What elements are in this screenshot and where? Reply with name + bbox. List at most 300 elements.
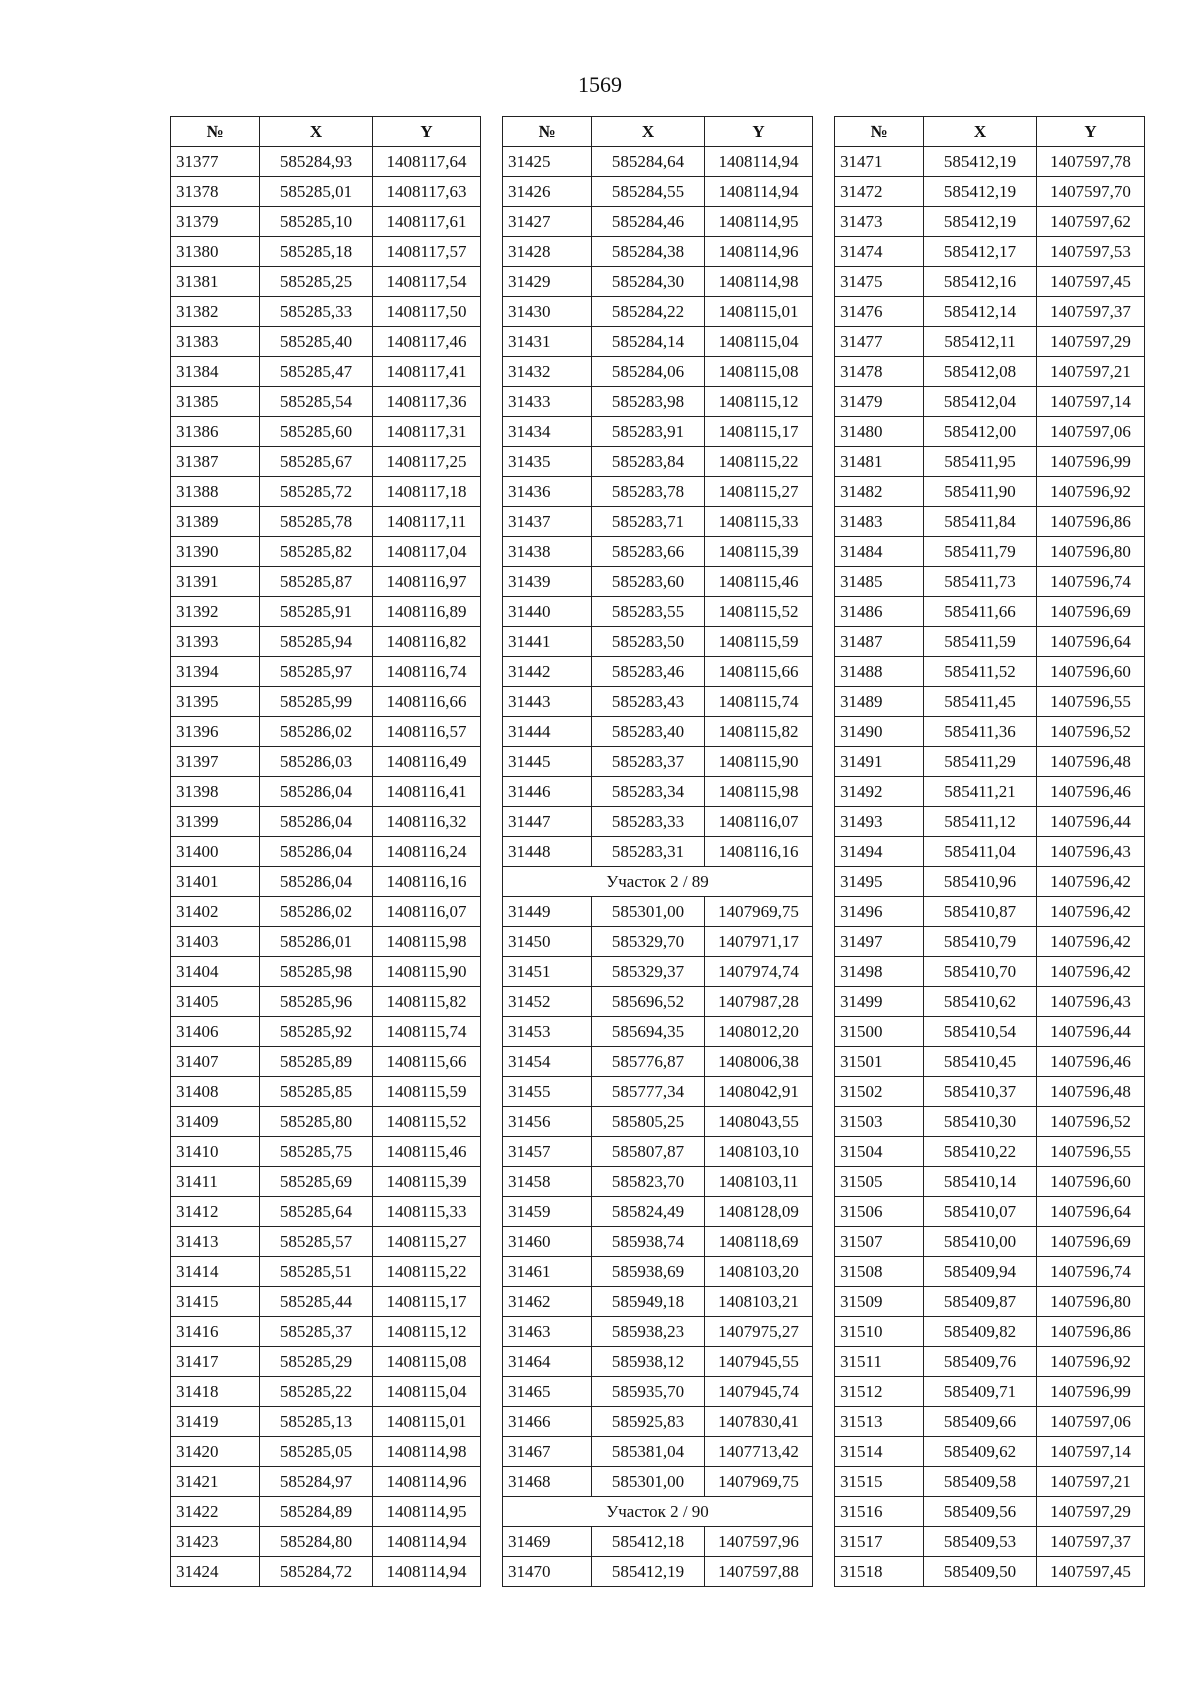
y-coordinate-cell: 1407596,69: [1037, 1227, 1145, 1257]
point-number-cell: 31377: [171, 147, 260, 177]
y-coordinate-cell: 1407597,14: [1037, 1437, 1145, 1467]
y-coordinate-cell: 1408115,66: [373, 1047, 481, 1077]
x-coordinate-cell: 585283,50: [592, 627, 705, 657]
y-coordinate-cell: 1407596,80: [1037, 537, 1145, 567]
x-coordinate-cell: 585285,40: [260, 327, 373, 357]
point-number-cell: 31484: [835, 537, 924, 567]
point-number-cell: 31399: [171, 807, 260, 837]
coordinates-table-3: [834, 116, 1145, 1587]
point-number-cell: 31475: [835, 267, 924, 297]
point-number-cell: 31396: [171, 717, 260, 747]
y-coordinate-cell: 1408118,69: [705, 1227, 813, 1257]
table-row: [835, 1557, 1145, 1587]
y-coordinate-cell: 1408115,17: [373, 1287, 481, 1317]
y-coordinate-cell: 1408115,52: [705, 597, 813, 627]
point-number-cell: 31465: [503, 1377, 592, 1407]
x-coordinate-cell: 585938,12: [592, 1347, 705, 1377]
y-coordinate-cell: 1408115,66: [705, 657, 813, 687]
x-coordinate-cell: 585285,13: [260, 1407, 373, 1437]
x-coordinate-cell: 585925,83: [592, 1407, 705, 1437]
y-coordinate-cell: 1408116,16: [705, 837, 813, 867]
point-number-cell: 31501: [835, 1047, 924, 1077]
y-coordinate-cell: 1408103,11: [705, 1167, 813, 1197]
table-row: [503, 597, 813, 627]
point-number-cell: 31456: [503, 1107, 592, 1137]
y-coordinate-cell: 1408115,17: [705, 417, 813, 447]
point-number-cell: 31392: [171, 597, 260, 627]
y-coordinate-cell: 1408103,21: [705, 1287, 813, 1317]
table-row: [835, 507, 1145, 537]
point-number-cell: 31463: [503, 1317, 592, 1347]
x-coordinate-cell: 585285,69: [260, 1167, 373, 1197]
point-number-cell: 31466: [503, 1407, 592, 1437]
table-row: [503, 1167, 813, 1197]
table-row: [171, 927, 481, 957]
header-row: [503, 117, 813, 147]
point-number-cell: 31436: [503, 477, 592, 507]
x-coordinate-cell: 585283,33: [592, 807, 705, 837]
point-number-cell: 31418: [171, 1377, 260, 1407]
point-number-cell: 31502: [835, 1077, 924, 1107]
y-coordinate-cell: 1407596,42: [1037, 957, 1145, 987]
x-coordinate-cell: 585285,37: [260, 1317, 373, 1347]
y-coordinate-cell: 1408115,59: [705, 627, 813, 657]
y-coordinate-cell: 1408116,41: [373, 777, 481, 807]
point-number-cell: 31453: [503, 1017, 592, 1047]
y-coordinate-cell: 1408115,12: [373, 1317, 481, 1347]
y-coordinate-cell: 1407596,60: [1037, 1167, 1145, 1197]
table-row: [171, 357, 481, 387]
point-number-cell: 31476: [835, 297, 924, 327]
x-coordinate-cell: 585283,78: [592, 477, 705, 507]
x-coordinate-cell: 585805,25: [592, 1107, 705, 1137]
point-number-cell: 31452: [503, 987, 592, 1017]
table-row: [171, 147, 481, 177]
x-coordinate-cell: 585824,49: [592, 1197, 705, 1227]
y-coordinate-cell: 1408115,39: [373, 1167, 481, 1197]
point-number-cell: 31451: [503, 957, 592, 987]
table-row: [171, 1017, 481, 1047]
point-number-cell: 31447: [503, 807, 592, 837]
table-row: [171, 1107, 481, 1137]
table-row: [835, 687, 1145, 717]
point-number-cell: 31499: [835, 987, 924, 1017]
table-row: [835, 777, 1145, 807]
table-row: [503, 657, 813, 687]
table-row: [171, 267, 481, 297]
point-number-cell: 31378: [171, 177, 260, 207]
point-number-cell: 31472: [835, 177, 924, 207]
point-number-cell: 31497: [835, 927, 924, 957]
column-header-number: №: [503, 117, 592, 147]
point-number-cell: 31409: [171, 1107, 260, 1137]
table-row: [503, 237, 813, 267]
x-coordinate-cell: 585285,78: [260, 507, 373, 537]
y-coordinate-cell: 1407945,74: [705, 1377, 813, 1407]
y-coordinate-cell: 1408114,94: [373, 1527, 481, 1557]
point-number-cell: 31485: [835, 567, 924, 597]
table-row: [503, 357, 813, 387]
x-coordinate-cell: 585285,25: [260, 267, 373, 297]
point-number-cell: 31428: [503, 237, 592, 267]
x-coordinate-cell: 585412,19: [592, 1557, 705, 1587]
point-number-cell: 31394: [171, 657, 260, 687]
y-coordinate-cell: 1407713,42: [705, 1437, 813, 1467]
point-number-cell: 31379: [171, 207, 260, 237]
x-coordinate-cell: 585285,98: [260, 957, 373, 987]
point-number-cell: 31427: [503, 207, 592, 237]
x-coordinate-cell: 585411,73: [924, 567, 1037, 597]
y-coordinate-cell: 1408116,89: [373, 597, 481, 627]
x-coordinate-cell: 585410,79: [924, 927, 1037, 957]
point-number-cell: 31416: [171, 1317, 260, 1347]
x-coordinate-cell: 585411,52: [924, 657, 1037, 687]
table-row: [503, 507, 813, 537]
table-row: [171, 1467, 481, 1497]
x-coordinate-cell: 585409,56: [924, 1497, 1037, 1527]
x-coordinate-cell: 585412,19: [924, 147, 1037, 177]
table-row: [171, 477, 481, 507]
x-coordinate-cell: 585409,66: [924, 1407, 1037, 1437]
table-row: [835, 717, 1145, 747]
point-number-cell: 31449: [503, 897, 592, 927]
table-row: [171, 807, 481, 837]
header-row: [835, 117, 1145, 147]
table-row: [835, 1257, 1145, 1287]
y-coordinate-cell: 1408117,64: [373, 147, 481, 177]
table-row: [835, 897, 1145, 927]
y-coordinate-cell: 1408115,98: [705, 777, 813, 807]
point-number-cell: 31446: [503, 777, 592, 807]
x-coordinate-cell: 585285,33: [260, 297, 373, 327]
table-row: [835, 1497, 1145, 1527]
x-coordinate-cell: 585285,64: [260, 1197, 373, 1227]
point-number-cell: 31445: [503, 747, 592, 777]
point-number-cell: 31410: [171, 1137, 260, 1167]
x-coordinate-cell: 585286,04: [260, 837, 373, 867]
table-row: [171, 1437, 481, 1467]
x-coordinate-cell: 585285,22: [260, 1377, 373, 1407]
y-coordinate-cell: 1408115,46: [373, 1137, 481, 1167]
point-number-cell: 31383: [171, 327, 260, 357]
table-row: [171, 1197, 481, 1227]
y-coordinate-cell: 1407969,75: [705, 1467, 813, 1497]
point-number-cell: 31507: [835, 1227, 924, 1257]
x-coordinate-cell: 585284,55: [592, 177, 705, 207]
y-coordinate-cell: 1408116,24: [373, 837, 481, 867]
table-row: [835, 747, 1145, 777]
table-row: [835, 1047, 1145, 1077]
y-coordinate-cell: 1408115,59: [373, 1077, 481, 1107]
point-number-cell: 31421: [171, 1467, 260, 1497]
point-number-cell: 31444: [503, 717, 592, 747]
y-coordinate-cell: 1407596,42: [1037, 927, 1145, 957]
y-coordinate-cell: 1408115,74: [373, 1017, 481, 1047]
y-coordinate-cell: 1408114,98: [705, 267, 813, 297]
table-row: [835, 237, 1145, 267]
y-coordinate-cell: 1408117,11: [373, 507, 481, 537]
point-number-cell: 31432: [503, 357, 592, 387]
y-coordinate-cell: 1407596,44: [1037, 807, 1145, 837]
x-coordinate-cell: 585410,22: [924, 1137, 1037, 1167]
table-row: [503, 567, 813, 597]
table-row: [835, 1077, 1145, 1107]
point-number-cell: 31439: [503, 567, 592, 597]
x-coordinate-cell: 585410,37: [924, 1077, 1037, 1107]
point-number-cell: 31415: [171, 1287, 260, 1317]
table-row: [503, 1047, 813, 1077]
table-row: [171, 627, 481, 657]
y-coordinate-cell: 1407596,92: [1037, 1347, 1145, 1377]
point-number-cell: 31390: [171, 537, 260, 567]
point-number-cell: 31438: [503, 537, 592, 567]
table-row: [835, 387, 1145, 417]
x-coordinate-cell: 585283,84: [592, 447, 705, 477]
point-number-cell: 31381: [171, 267, 260, 297]
table-row: [171, 1167, 481, 1197]
y-coordinate-cell: 1408043,55: [705, 1107, 813, 1137]
table-row: [503, 807, 813, 837]
point-number-cell: 31437: [503, 507, 592, 537]
point-number-cell: 31388: [171, 477, 260, 507]
x-coordinate-cell: 585285,87: [260, 567, 373, 597]
y-coordinate-cell: 1407597,37: [1037, 297, 1145, 327]
point-number-cell: 31480: [835, 417, 924, 447]
point-number-cell: 31385: [171, 387, 260, 417]
y-coordinate-cell: 1407596,55: [1037, 1137, 1145, 1167]
x-coordinate-cell: 585285,67: [260, 447, 373, 477]
point-number-cell: 31425: [503, 147, 592, 177]
point-number-cell: 31462: [503, 1287, 592, 1317]
point-number-cell: 31505: [835, 1167, 924, 1197]
table-row: [503, 537, 813, 567]
y-coordinate-cell: 1407596,48: [1037, 1077, 1145, 1107]
point-number-cell: 31481: [835, 447, 924, 477]
x-coordinate-cell: 585411,21: [924, 777, 1037, 807]
x-coordinate-cell: 585411,95: [924, 447, 1037, 477]
y-coordinate-cell: 1407597,45: [1037, 267, 1145, 297]
table-row: [503, 1407, 813, 1437]
table-row: [171, 1347, 481, 1377]
point-number-cell: 31404: [171, 957, 260, 987]
point-number-cell: 31508: [835, 1257, 924, 1287]
x-coordinate-cell: 585285,91: [260, 597, 373, 627]
y-coordinate-cell: 1408116,32: [373, 807, 481, 837]
x-coordinate-cell: 585283,91: [592, 417, 705, 447]
x-coordinate-cell: 585409,71: [924, 1377, 1037, 1407]
point-number-cell: 31515: [835, 1467, 924, 1497]
table-row: [835, 1227, 1145, 1257]
x-coordinate-cell: 585412,04: [924, 387, 1037, 417]
x-coordinate-cell: 585285,92: [260, 1017, 373, 1047]
x-coordinate-cell: 585284,89: [260, 1497, 373, 1527]
point-number-cell: 31380: [171, 237, 260, 267]
table-row: [171, 957, 481, 987]
point-number-cell: 31450: [503, 927, 592, 957]
point-number-cell: 31405: [171, 987, 260, 1017]
point-number-cell: 31389: [171, 507, 260, 537]
x-coordinate-cell: 585283,40: [592, 717, 705, 747]
x-coordinate-cell: 585284,38: [592, 237, 705, 267]
table-row: [171, 1227, 481, 1257]
table-row: [835, 1317, 1145, 1347]
point-number-cell: 31470: [503, 1557, 592, 1587]
table-row: [503, 897, 813, 927]
table-row: [171, 447, 481, 477]
x-coordinate-cell: 585409,82: [924, 1317, 1037, 1347]
table-row: [171, 1557, 481, 1587]
y-coordinate-cell: 1408116,07: [373, 897, 481, 927]
y-coordinate-cell: 1408117,41: [373, 357, 481, 387]
table-row: [835, 1347, 1145, 1377]
table-row: [503, 447, 813, 477]
point-number-cell: 31510: [835, 1317, 924, 1347]
x-coordinate-cell: 585283,31: [592, 837, 705, 867]
y-coordinate-cell: 1407597,37: [1037, 1527, 1145, 1557]
table-row: [835, 1467, 1145, 1497]
y-coordinate-cell: 1408117,63: [373, 177, 481, 207]
y-coordinate-cell: 1407597,21: [1037, 1467, 1145, 1497]
y-coordinate-cell: 1408115,90: [373, 957, 481, 987]
x-coordinate-cell: 585777,34: [592, 1077, 705, 1107]
x-coordinate-cell: 585286,03: [260, 747, 373, 777]
x-coordinate-cell: 585285,97: [260, 657, 373, 687]
x-coordinate-cell: 585410,30: [924, 1107, 1037, 1137]
y-coordinate-cell: 1407596,99: [1037, 447, 1145, 477]
table-row: [171, 837, 481, 867]
coordinates-table-1: [170, 116, 481, 1587]
table-row: [503, 477, 813, 507]
point-number-cell: 31517: [835, 1527, 924, 1557]
column-header-y: Y: [705, 117, 813, 147]
y-coordinate-cell: 1407596,64: [1037, 627, 1145, 657]
x-coordinate-cell: 585411,84: [924, 507, 1037, 537]
x-coordinate-cell: 585285,96: [260, 987, 373, 1017]
point-number-cell: 31495: [835, 867, 924, 897]
table-row: [835, 987, 1145, 1017]
coordinates-table-2: [502, 116, 813, 1587]
x-coordinate-cell: 585409,94: [924, 1257, 1037, 1287]
x-coordinate-cell: 585285,51: [260, 1257, 373, 1287]
x-coordinate-cell: 585696,52: [592, 987, 705, 1017]
point-number-cell: 31471: [835, 147, 924, 177]
table-row: [835, 867, 1145, 897]
y-coordinate-cell: 1408114,98: [373, 1437, 481, 1467]
x-coordinate-cell: 585949,18: [592, 1287, 705, 1317]
point-number-cell: 31414: [171, 1257, 260, 1287]
x-coordinate-cell: 585284,97: [260, 1467, 373, 1497]
point-number-cell: 31384: [171, 357, 260, 387]
table-row: [835, 447, 1145, 477]
x-coordinate-cell: 585410,96: [924, 867, 1037, 897]
point-number-cell: 31516: [835, 1497, 924, 1527]
y-coordinate-cell: 1407596,74: [1037, 1257, 1145, 1287]
x-coordinate-cell: 585409,53: [924, 1527, 1037, 1557]
column-header-x: X: [592, 117, 705, 147]
x-coordinate-cell: 585411,04: [924, 837, 1037, 867]
x-coordinate-cell: 585285,01: [260, 177, 373, 207]
table-row: [835, 1287, 1145, 1317]
point-number-cell: 31426: [503, 177, 592, 207]
point-number-cell: 31468: [503, 1467, 592, 1497]
column-header-x: X: [924, 117, 1037, 147]
x-coordinate-cell: 585283,55: [592, 597, 705, 627]
point-number-cell: 31486: [835, 597, 924, 627]
y-coordinate-cell: 1407597,70: [1037, 177, 1145, 207]
y-coordinate-cell: 1407987,28: [705, 987, 813, 1017]
y-coordinate-cell: 1408117,31: [373, 417, 481, 447]
y-coordinate-cell: 1408115,33: [373, 1197, 481, 1227]
table-row: [171, 237, 481, 267]
table-row: [171, 657, 481, 687]
point-number-cell: 31513: [835, 1407, 924, 1437]
point-number-cell: 31387: [171, 447, 260, 477]
table-row: [835, 567, 1145, 597]
x-coordinate-cell: 585286,02: [260, 897, 373, 927]
x-coordinate-cell: 585284,80: [260, 1527, 373, 1557]
y-coordinate-cell: 1407971,17: [705, 927, 813, 957]
x-coordinate-cell: 585410,70: [924, 957, 1037, 987]
x-coordinate-cell: 585285,89: [260, 1047, 373, 1077]
point-number-cell: 31395: [171, 687, 260, 717]
x-coordinate-cell: 585409,62: [924, 1437, 1037, 1467]
x-coordinate-cell: 585409,87: [924, 1287, 1037, 1317]
y-coordinate-cell: 1408115,46: [705, 567, 813, 597]
x-coordinate-cell: 585412,11: [924, 327, 1037, 357]
y-coordinate-cell: 1407597,53: [1037, 237, 1145, 267]
y-coordinate-cell: 1408117,18: [373, 477, 481, 507]
table-row: [171, 597, 481, 627]
table-row: [171, 1047, 481, 1077]
header-row: [171, 117, 481, 147]
x-coordinate-cell: 585411,59: [924, 627, 1037, 657]
x-coordinate-cell: 585285,44: [260, 1287, 373, 1317]
table-row: [835, 537, 1145, 567]
x-coordinate-cell: 585410,45: [924, 1047, 1037, 1077]
x-coordinate-cell: 585329,70: [592, 927, 705, 957]
table-row: [835, 1377, 1145, 1407]
y-coordinate-cell: 1407596,43: [1037, 987, 1145, 1017]
table-row: [503, 177, 813, 207]
table-row: [503, 267, 813, 297]
y-coordinate-cell: 1407597,06: [1037, 1407, 1145, 1437]
table-row: [503, 387, 813, 417]
y-coordinate-cell: 1407597,29: [1037, 1497, 1145, 1527]
y-coordinate-cell: 1407596,86: [1037, 507, 1145, 537]
table-row: [171, 327, 481, 357]
table-row: [503, 927, 813, 957]
x-coordinate-cell: 585411,45: [924, 687, 1037, 717]
y-coordinate-cell: 1408115,08: [373, 1347, 481, 1377]
point-number-cell: 31512: [835, 1377, 924, 1407]
point-number-cell: 31483: [835, 507, 924, 537]
point-number-cell: 31477: [835, 327, 924, 357]
table-row: [503, 417, 813, 447]
point-number-cell: 31474: [835, 237, 924, 267]
table-row: [503, 1437, 813, 1467]
point-number-cell: 31398: [171, 777, 260, 807]
point-number-cell: 31509: [835, 1287, 924, 1317]
x-coordinate-cell: 585938,23: [592, 1317, 705, 1347]
table-row: [835, 837, 1145, 867]
table-row: [835, 1407, 1145, 1437]
y-coordinate-cell: 1407596,64: [1037, 1197, 1145, 1227]
table-row: [835, 927, 1145, 957]
y-coordinate-cell: 1407596,92: [1037, 477, 1145, 507]
point-number-cell: 31393: [171, 627, 260, 657]
section-title: Участок 2 / 90: [503, 1497, 813, 1527]
x-coordinate-cell: 585284,64: [592, 147, 705, 177]
